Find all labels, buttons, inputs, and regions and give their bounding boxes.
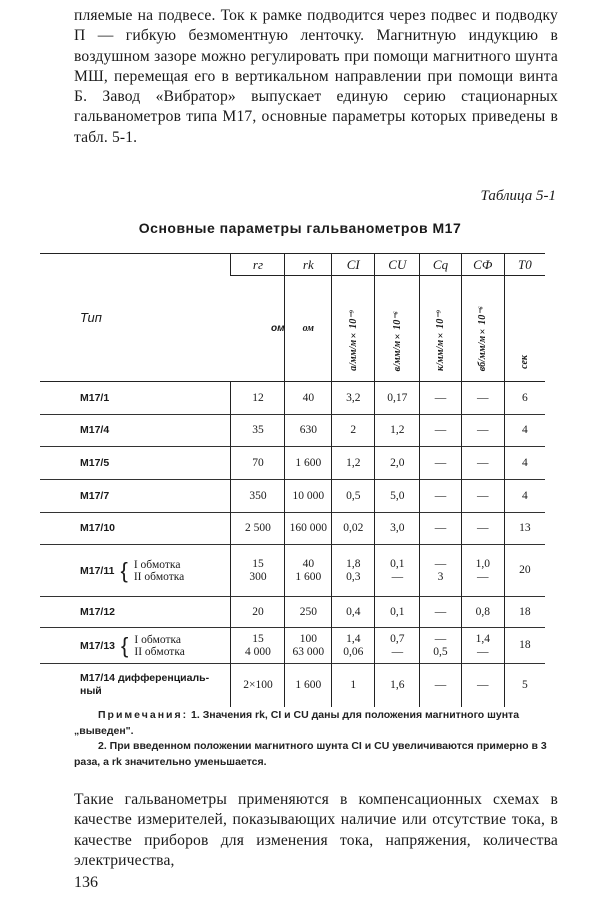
value-cell: 2,0 — [375, 447, 420, 480]
table-row — [40, 628, 545, 664]
value-cell: 70 — [231, 447, 285, 480]
unit-label: вб/мм/м×10⁻⁶ — [477, 305, 489, 371]
value-cell: 100 63 000 — [285, 628, 332, 664]
value-cell: — — [461, 480, 504, 513]
value-cell: 0,1 — — [375, 545, 420, 597]
value-cell: 1,4 — — [461, 628, 504, 664]
table-row — [40, 447, 545, 480]
value-cell: 2 500 — [231, 513, 285, 545]
value-cell: — — [420, 513, 461, 545]
value-cell: 1,0 — — [461, 545, 504, 597]
type-name: М17/1 — [80, 391, 110, 404]
unit-label: а/мм/м×10⁻⁹ — [347, 310, 359, 371]
value-cell: — — [461, 447, 504, 480]
type-cell — [40, 415, 231, 447]
value-cell: 20 — [231, 597, 285, 628]
winding-labels: I обмотка II обмотка — [134, 633, 185, 658]
value-cell: 250 — [285, 597, 332, 628]
body-paragraph-bottom: Такие гальванометры применяются в компенсационных схемах в качестве измерителей, показывающих наличие или отсутствие тока, в качестве приборов для изменения тока, напряжения, количества электричества, — [74, 791, 558, 869]
column-symbol: rk — [285, 254, 332, 276]
value-cell: 6 — [504, 382, 545, 415]
table-caption: Таблица 5-1 — [480, 188, 556, 204]
brace: { — [121, 633, 129, 658]
value-cell: — 0,5 — [420, 628, 461, 664]
value-cell: 3,0 — [375, 513, 420, 545]
table-notes — [74, 708, 558, 770]
value-cell: 3,2 — [332, 382, 375, 415]
value-cell: 350 — [231, 480, 285, 513]
value-cell: 0,02 — [332, 513, 375, 545]
value-cell: 10 000 — [285, 480, 332, 513]
column-unit — [231, 276, 285, 382]
page-number: 136 — [74, 874, 98, 891]
type-cell — [40, 628, 231, 664]
column-symbol: CI — [332, 254, 375, 276]
value-cell: 1,6 — [375, 664, 420, 707]
column-symbol: rг — [231, 254, 285, 276]
note-1: 1. Значения rk, CI и CU даны для положения магнитного шунта „выведен". — [74, 709, 520, 737]
table-row — [40, 382, 545, 415]
column-unit — [420, 276, 461, 382]
value-cell: 4 — [504, 447, 545, 480]
column-symbol: Cq — [420, 254, 461, 276]
column-unit — [504, 276, 545, 382]
table-title: Основные параметры гальванометров М17 — [138, 220, 462, 236]
value-cell: 1 — [332, 664, 375, 707]
type-name: М17/12 — [80, 605, 116, 618]
value-cell: — — [461, 382, 504, 415]
type-name: М17/5 — [80, 456, 110, 469]
value-cell: 1,2 — [332, 447, 375, 480]
value-cell: 0,5 — [332, 480, 375, 513]
value-cell: — — [420, 447, 461, 480]
type-name: М17/11 — [80, 564, 115, 577]
value-cell: 0,7 — — [375, 628, 420, 664]
column-unit — [285, 276, 332, 382]
value-cell: 4 — [504, 415, 545, 447]
column-symbol: CФ — [461, 254, 504, 276]
table-body — [40, 382, 545, 707]
value-cell: 18 — [504, 628, 545, 664]
value-cell: 0,4 — [332, 597, 375, 628]
value-cell: 1,4 0,06 — [332, 628, 375, 664]
column-unit — [332, 276, 375, 382]
unit-label: к/мм/м×10⁻⁹ — [434, 310, 446, 371]
value-cell: 40 1 600 — [285, 545, 332, 597]
type-cell — [40, 480, 231, 513]
value-cell: 20 — [504, 545, 545, 597]
table-row — [40, 664, 545, 707]
winding-labels: I обмотка II обмотка — [133, 558, 185, 583]
type-cell — [40, 382, 231, 415]
type-name: М17/14 дифференциаль- ный — [80, 672, 210, 698]
value-cell: 2 — [332, 415, 375, 447]
value-cell: 13 — [504, 513, 545, 545]
value-cell: 35 — [231, 415, 285, 447]
value-cell: 12 — [231, 382, 285, 415]
note-2: 2. При введенном положении магнитного шунта CI и CU увеличиваются примерно в 3 раза, а rk значительно уменьшается. — [74, 740, 547, 768]
table-header-symbols — [40, 254, 545, 276]
unit-label: ом — [270, 323, 285, 334]
value-cell: — — [420, 597, 461, 628]
value-cell: — 3 — [420, 545, 461, 597]
table-row — [40, 597, 545, 628]
table-row — [40, 513, 545, 545]
value-cell: 5 — [504, 664, 545, 707]
type-name: М17/7 — [80, 489, 110, 502]
type-cell — [40, 664, 231, 707]
value-cell: 1,8 0,3 — [332, 545, 375, 597]
unit-label: сек — [519, 355, 531, 369]
unit-label: ом — [302, 323, 315, 334]
notes-label: Примечания: — [98, 709, 189, 721]
value-cell: — — [420, 415, 461, 447]
galvanometer-parameters-table — [40, 253, 545, 707]
type-name: М17/10 — [80, 522, 116, 534]
value-cell: 0,8 — [461, 597, 504, 628]
value-cell: — — [420, 382, 461, 415]
value-cell: 2×100 — [231, 664, 285, 707]
value-cell: — — [461, 664, 504, 707]
value-cell: 15 300 — [231, 545, 285, 597]
value-cell: — — [420, 664, 461, 707]
body-paragraph-top: пляемые на подвесе. Ток к рамке подводится через подвес и подводку П — гибкую безмоментную ленточку. Магнитную индукцию в воздушном зазоре можно регулировать при помощи магнитного шунта МШ, перемещая его в вертикальном направлении при помощи винта Б. Завод «Вибратор» выпускает единую серию стационарных гальванометров типа М17, основные параметры которых приведены в табл. 5-1. — [74, 7, 558, 146]
type-name: М17/4 — [80, 424, 110, 436]
table-row — [40, 480, 545, 513]
brace: { — [120, 558, 128, 583]
value-cell: 0,1 — [375, 597, 420, 628]
table-row — [40, 545, 545, 597]
type-cell — [40, 597, 231, 628]
value-cell: — — [420, 480, 461, 513]
value-cell: 1 600 — [285, 664, 332, 707]
column-symbol: CU — [375, 254, 420, 276]
unit-label: в/мм/м×10⁻⁶ — [391, 310, 403, 371]
value-cell: 5,0 — [375, 480, 420, 513]
column-unit — [375, 276, 420, 382]
value-cell: — — [461, 415, 504, 447]
value-cell: 1,2 — [375, 415, 420, 447]
table-row — [40, 415, 545, 447]
type-cell — [40, 447, 231, 480]
column-unit — [461, 276, 504, 382]
value-cell: 630 — [285, 415, 332, 447]
value-cell: 160 000 — [285, 513, 332, 545]
type-header: Тип — [40, 254, 231, 382]
type-cell — [40, 545, 231, 597]
type-cell — [40, 513, 231, 545]
value-cell: 18 — [504, 597, 545, 628]
type-name: М17/13 — [80, 639, 116, 652]
value-cell: — — [461, 513, 504, 545]
value-cell: 4 — [504, 480, 545, 513]
column-symbol: T0 — [504, 254, 545, 276]
value-cell: 1 600 — [285, 447, 332, 480]
value-cell: 15 4 000 — [231, 628, 285, 664]
value-cell: 40 — [285, 382, 332, 415]
value-cell: 0,17 — [375, 382, 420, 415]
